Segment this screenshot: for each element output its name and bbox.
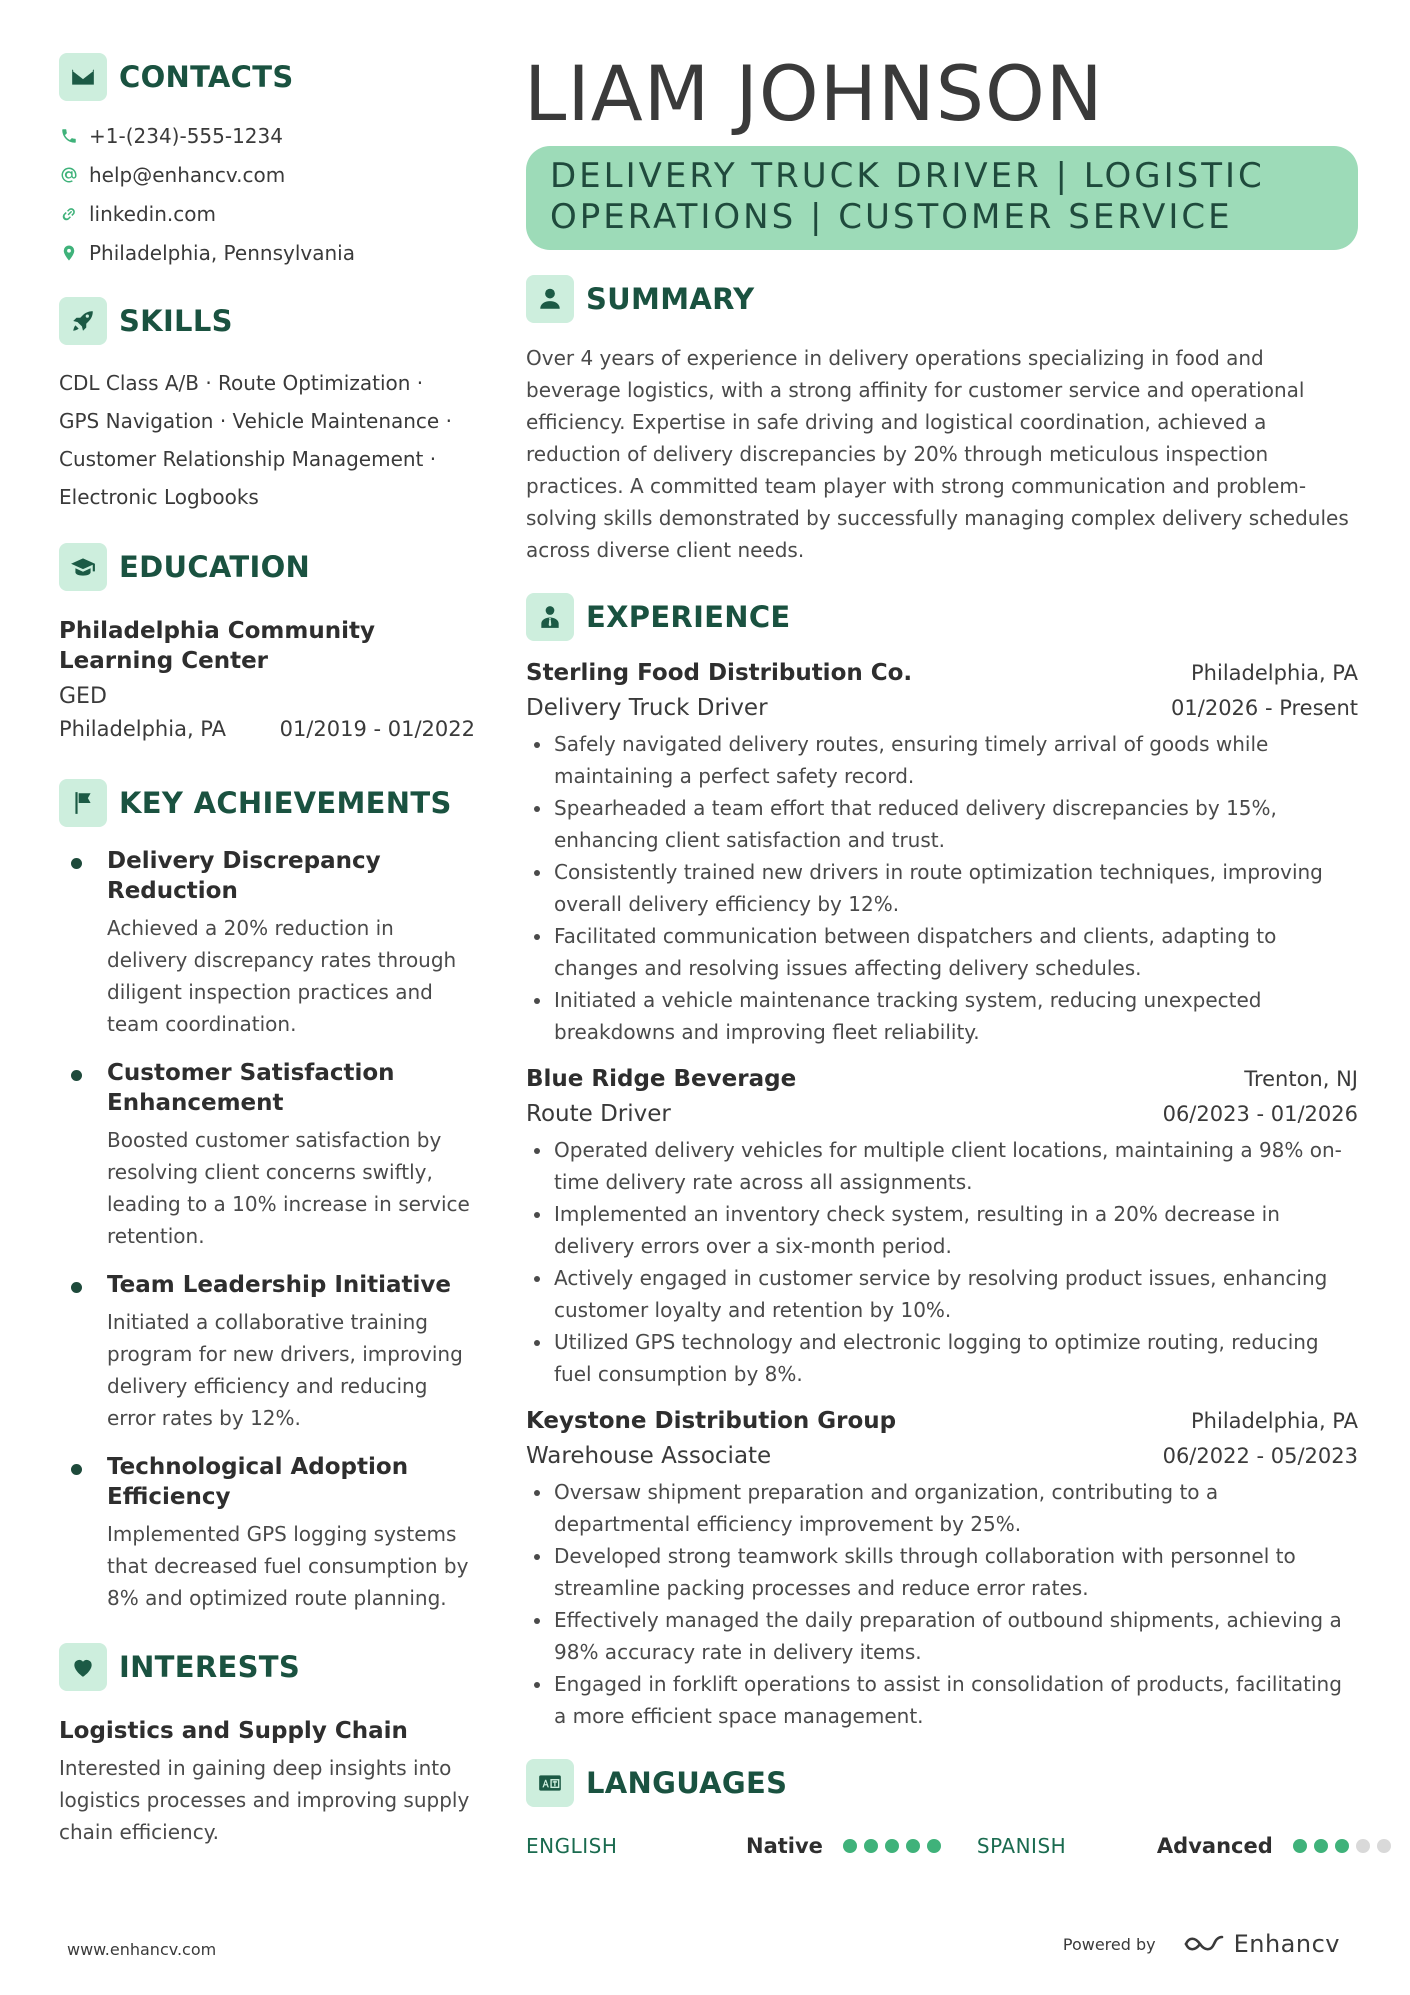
job-bullets <box>526 1476 1358 1732</box>
language-rating <box>1293 1839 1391 1853</box>
contact-location <box>59 233 479 272</box>
list-item: Oversaw shipment preparation and organization, contributing to a departmental efficiency improvement by 25%. <box>526 1476 1358 1540</box>
achievement-desc: Initiated a collaborative training program for new drivers, improving delivery efficiency and reducing error rates by 12%. <box>107 1310 463 1430</box>
language-level: Native <box>746 1834 823 1858</box>
list-item: Effectively managed the daily preparation of outbound shipments, achieving a 98% accuracy rate in delivery items. <box>526 1604 1358 1668</box>
achievements-list <box>59 846 479 1614</box>
education-header <box>59 542 479 592</box>
rating-dot <box>864 1839 878 1853</box>
location-text: Philadelphia, Pennsylvania <box>89 240 355 265</box>
education-school: Philadelphia Community Learning Center <box>59 618 375 674</box>
rating-dot <box>1314 1839 1328 1853</box>
tagline-box <box>526 146 1358 250</box>
job-dates: 06/2023 - 01/2026 <box>1162 1102 1358 1126</box>
achievement-desc: Implemented GPS logging systems that decreased fuel consumption by 8% and optimized route planning. <box>107 1522 469 1610</box>
email-text[interactable]: help@enhancv.com <box>89 162 286 187</box>
job-bullets <box>526 1134 1358 1390</box>
languages-header <box>526 1758 1358 1808</box>
list-item: Facilitated communication between dispatchers and clients, adapting to changes and resolving issues affecting delivery schedules. <box>526 920 1358 984</box>
job-location: Philadelphia, PA <box>1191 661 1358 685</box>
candidate-tagline: DELIVERY TRUCK DRIVER | LOGISTIC OPERATIONS | CUSTOMER SERVICE <box>550 156 1265 237</box>
location-pin-icon <box>59 243 79 263</box>
enhancv-logo[interactable] <box>1182 1930 1340 1958</box>
job-company: Sterling Food Distribution Co. <box>526 660 913 686</box>
rating-dot <box>927 1839 941 1853</box>
rating-dot <box>1377 1839 1391 1853</box>
language-item <box>977 1834 1391 1858</box>
rating-dot <box>843 1839 857 1853</box>
job-role: Route Driver <box>526 1101 671 1127</box>
phone-text[interactable]: +1-(234)-555-1234 <box>89 123 283 148</box>
linkedin-text[interactable]: linkedin.com <box>89 201 216 226</box>
language-name: SPANISH <box>976 1834 1067 1858</box>
achievement-item <box>59 846 479 1040</box>
job-role: Warehouse Associate <box>526 1443 772 1469</box>
education-meta <box>59 712 475 746</box>
rating-dot <box>1356 1839 1370 1853</box>
flag-icon <box>59 779 107 827</box>
job-subheader <box>526 1096 1358 1132</box>
list-item: Utilized GPS technology and electronic logging to optimize routing, reducing fuel consumption by 8%. <box>526 1326 1358 1390</box>
rating-dot <box>1335 1839 1349 1853</box>
job-dates: 01/2026 - Present <box>1171 696 1358 720</box>
brand-name: Enhancv <box>1233 1930 1340 1958</box>
languages-row <box>526 1834 1358 1858</box>
achievement-item <box>59 1270 479 1434</box>
skills-title: SKILLS <box>119 304 233 338</box>
achievements-title: KEY ACHIEVEMENTS <box>119 786 452 820</box>
link-icon <box>59 204 79 224</box>
contact-phone <box>59 116 479 155</box>
job-entry <box>526 1404 1358 1732</box>
job-header <box>526 1062 1358 1096</box>
contact-email <box>59 155 479 194</box>
rating-dot <box>1293 1839 1307 1853</box>
list-item: Spearheaded a team effort that reduced delivery discrepancies by 15%, enhancing client satisfaction and trust. <box>526 792 1358 856</box>
bullet-icon <box>71 1282 82 1293</box>
user-icon <box>526 275 574 323</box>
achievement-title: Team Leadership Initiative <box>107 1272 452 1298</box>
list-item: Actively engaged in customer service by resolving product issues, enhancing customer loyalty and retention by 10%. <box>526 1262 1358 1326</box>
summary-title: SUMMARY <box>586 282 755 316</box>
language-level: Advanced <box>1156 1834 1273 1858</box>
language-item <box>526 1834 941 1858</box>
job-entry <box>526 1062 1358 1390</box>
achievement-item <box>59 1058 479 1252</box>
graduation-cap-icon <box>59 543 107 591</box>
achievement-desc: Boosted customer satisfaction by resolving client concerns swiftly, leading to a 10% increase in service retention. <box>107 1128 470 1248</box>
rating-dot <box>885 1839 899 1853</box>
phone-icon <box>59 126 79 146</box>
job-subheader <box>526 1438 1358 1474</box>
list-item: Engaged in forklift operations to assist in consolidation of products, facilitating a more efficient space management. <box>526 1668 1358 1732</box>
job-location: Philadelphia, PA <box>1191 1409 1358 1433</box>
achievement-desc: Achieved a 20% reduction in delivery discrepancy rates through diligent inspection practices and team coordination. <box>107 916 457 1036</box>
footer-website[interactable]: www.enhancv.com <box>67 1940 217 1959</box>
job-entry <box>526 656 1358 1048</box>
languages-title: LANGUAGES <box>586 1766 788 1800</box>
contact-linkedin <box>59 194 479 233</box>
enhancv-logo-icon <box>1182 1932 1226 1956</box>
achievement-item <box>59 1452 479 1614</box>
achievements-header <box>59 778 479 828</box>
list-item: Operated delivery vehicles for multiple client locations, maintaining a 98% on-time delivery rate across all assignments. <box>526 1134 1358 1198</box>
job-header <box>526 1404 1358 1438</box>
job-location: Trenton, NJ <box>1244 1067 1358 1091</box>
left-column <box>59 52 479 1848</box>
summary-text: Over 4 years of experience in delivery operations specializing in food and beverage logistics, with a strong affinity for customer service and operational efficiency. Expertise in safe driving and logistical coordination, achieved a reduction of delivery discrepancies by 20% through meticulous inspection practices. A committed team player with strong communication and problem-solving skills demonstrated by successfully managing complex delivery schedules across diverse client needs. <box>526 346 1349 562</box>
achievement-title: Technological Adoption Efficiency <box>107 1454 409 1510</box>
list-item: Safely navigated delivery routes, ensuring timely arrival of goods while maintaining a perfect safety record. <box>526 728 1358 792</box>
contacts-list <box>59 116 479 272</box>
heart-icon <box>59 1643 107 1691</box>
language-name: ENGLISH <box>526 1834 618 1858</box>
job-company: Keystone Distribution Group <box>526 1408 897 1434</box>
experience-header <box>526 592 1358 642</box>
briefcase-user-icon <box>526 593 574 641</box>
education-title: EDUCATION <box>119 550 311 584</box>
education-dates: 01/2019 - 01/2022 <box>279 717 475 741</box>
interest-title: Logistics and Supply Chain <box>59 1718 408 1744</box>
bullet-icon <box>71 858 82 869</box>
achievement-title: Delivery Discrepancy Reduction <box>107 848 381 904</box>
powered-by-label: Powered by <box>1062 1934 1156 1954</box>
footer-brand <box>1063 1930 1340 1958</box>
list-item: Consistently trained new drivers in route optimization techniques, improving overall delivery efficiency by 12%. <box>526 856 1358 920</box>
interests-title: INTERESTS <box>119 1650 301 1684</box>
candidate-name: LIAM JOHNSON <box>524 49 1104 138</box>
summary-header <box>526 274 1358 324</box>
job-bullets <box>526 728 1358 1048</box>
at-icon <box>59 165 79 185</box>
education-degree: GED <box>59 684 107 709</box>
skills-header <box>59 296 479 346</box>
job-role: Delivery Truck Driver <box>526 695 768 721</box>
rocket-icon <box>59 297 107 345</box>
contacts-title: CONTACTS <box>119 60 294 94</box>
job-company: Blue Ridge Beverage <box>526 1066 797 1092</box>
list-item: Initiated a vehicle maintenance tracking system, reducing unexpected breakdowns and improving fleet reliability. <box>526 984 1358 1048</box>
right-column <box>524 49 1358 1858</box>
job-subheader <box>526 690 1358 726</box>
interests-header <box>59 1642 479 1692</box>
list-item: Implemented an inventory check system, resulting in a 20% decrease in delivery errors over a six-month period. <box>526 1198 1358 1262</box>
envelope-icon <box>59 53 107 101</box>
list-item: Developed strong teamwork skills through collaboration with personnel to streamline packing processes and reduce error rates. <box>526 1540 1358 1604</box>
job-dates: 06/2022 - 05/2023 <box>1162 1444 1358 1468</box>
rating-dot <box>906 1839 920 1853</box>
education-location: Philadelphia, PA <box>59 717 226 741</box>
achievement-title: Customer Satisfaction Enhancement <box>107 1060 395 1116</box>
bullet-icon <box>71 1464 82 1475</box>
skills-list: CDL Class A/B · Route Optimization · GPS Navigation · Vehicle Maintenance · Customer Relationship Management · Electronic Logbooks <box>59 371 452 509</box>
experience-title: EXPERIENCE <box>586 600 791 634</box>
job-header <box>526 656 1358 690</box>
translate-icon <box>526 1759 574 1807</box>
interest-desc: Interested in gaining deep insights into logistics processes and improving supply chain efficiency. <box>59 1756 470 1844</box>
contacts-header <box>59 52 479 102</box>
bullet-icon <box>71 1070 82 1081</box>
language-rating <box>843 1839 941 1853</box>
